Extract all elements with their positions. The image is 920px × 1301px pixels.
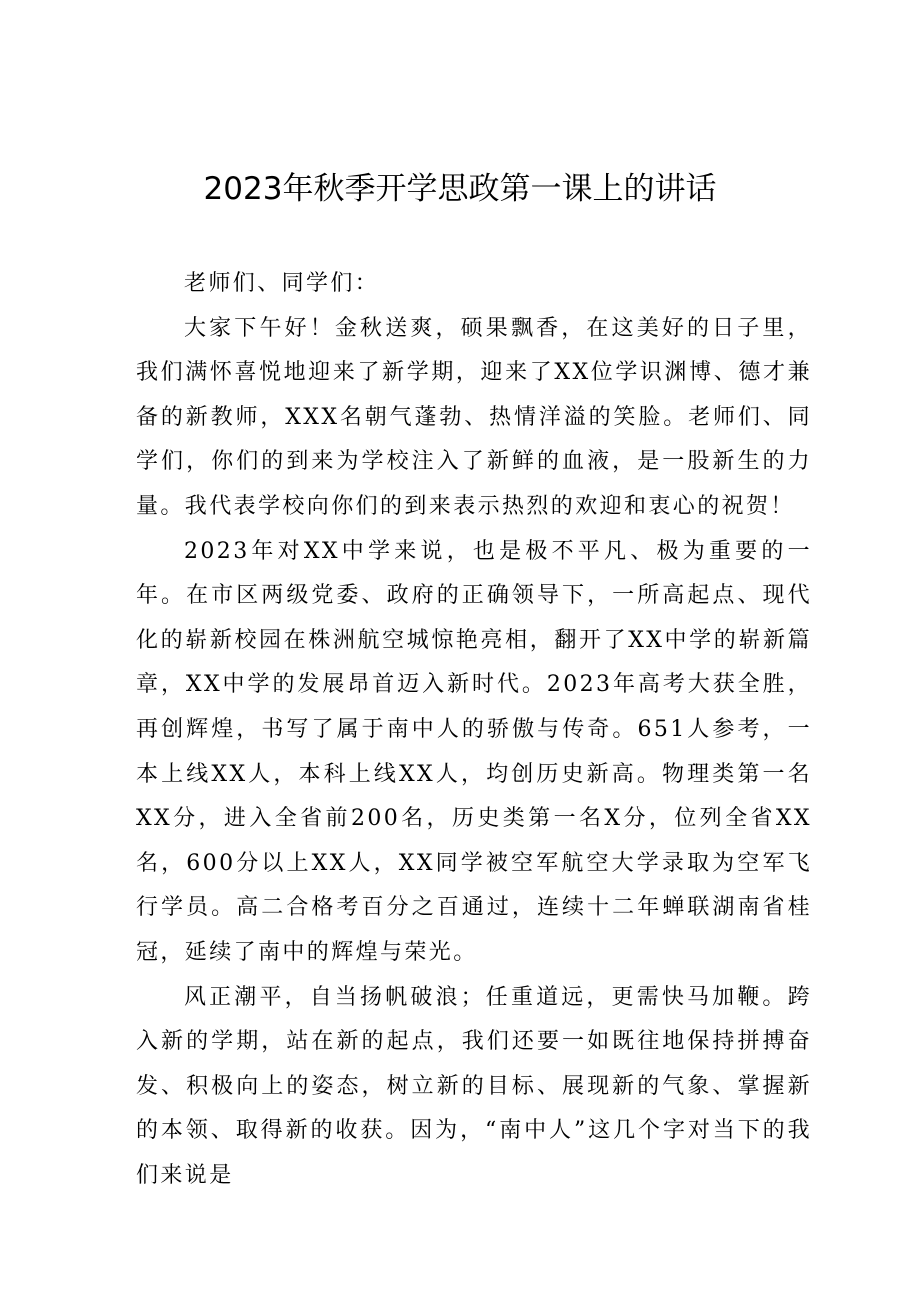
salutation: 老师们、同学们： <box>184 271 380 296</box>
document-body <box>136 262 812 1198</box>
paragraph-achievements: 2023年对XX中学来说，也是极不平凡、极为重要的一年。在市区两级党委、政府的正确领导下，一所高起点、现代化的崭新校园在株洲航空城惊艳亮相，翻开了XX中学的崭新篇章，XX中学的发展昂首迈入新时代。2023年高考大获全胜，再创辉煌，书写了属于南中人的骄傲与传奇。651人参考，一本上线XX人，本科上线XX人，均创历史新高。物理类第一名XX分，进入全省前200名，历史类第一名X分，位列全省XX名，600分以上XX人，XX同学被空军航空大学录取为空军飞行学员。高二合格考百分之百通过，连续十二年蝉联湖南省桂冠，延续了南中的辉煌与荣光。 <box>136 538 812 965</box>
paragraph-greeting: 大家下午好！金秋送爽，硕果飘香，在这美好的日子里，我们满怀喜悦地迎来了新学期，迎来了XX位学识渊博、德才兼备的新教师，XXX名朝气蓬勃、热情洋溢的笑脸。老师们、同学们，你们的到来为学校注入了新鲜的血液，是一股新生的力量。我代表学校向你们的到来表示热烈的欢迎和衷心的祝贺！ <box>136 315 812 519</box>
paragraph-new-semester: 风正潮平，自当扬帆破浪；任重道远，更需快马加鞭。跨入新的学期，站在新的起点，我们还要一如既往地保持拼搏奋发、积极向上的姿态，树立新的目标、展现新的气象、掌握新的本领、取得新的收获。因为，“南中人”这几个字对当下的我们来说是 <box>136 984 812 1188</box>
document-title: 2023年秋季开学思政第一课上的讲话 <box>203 171 717 207</box>
